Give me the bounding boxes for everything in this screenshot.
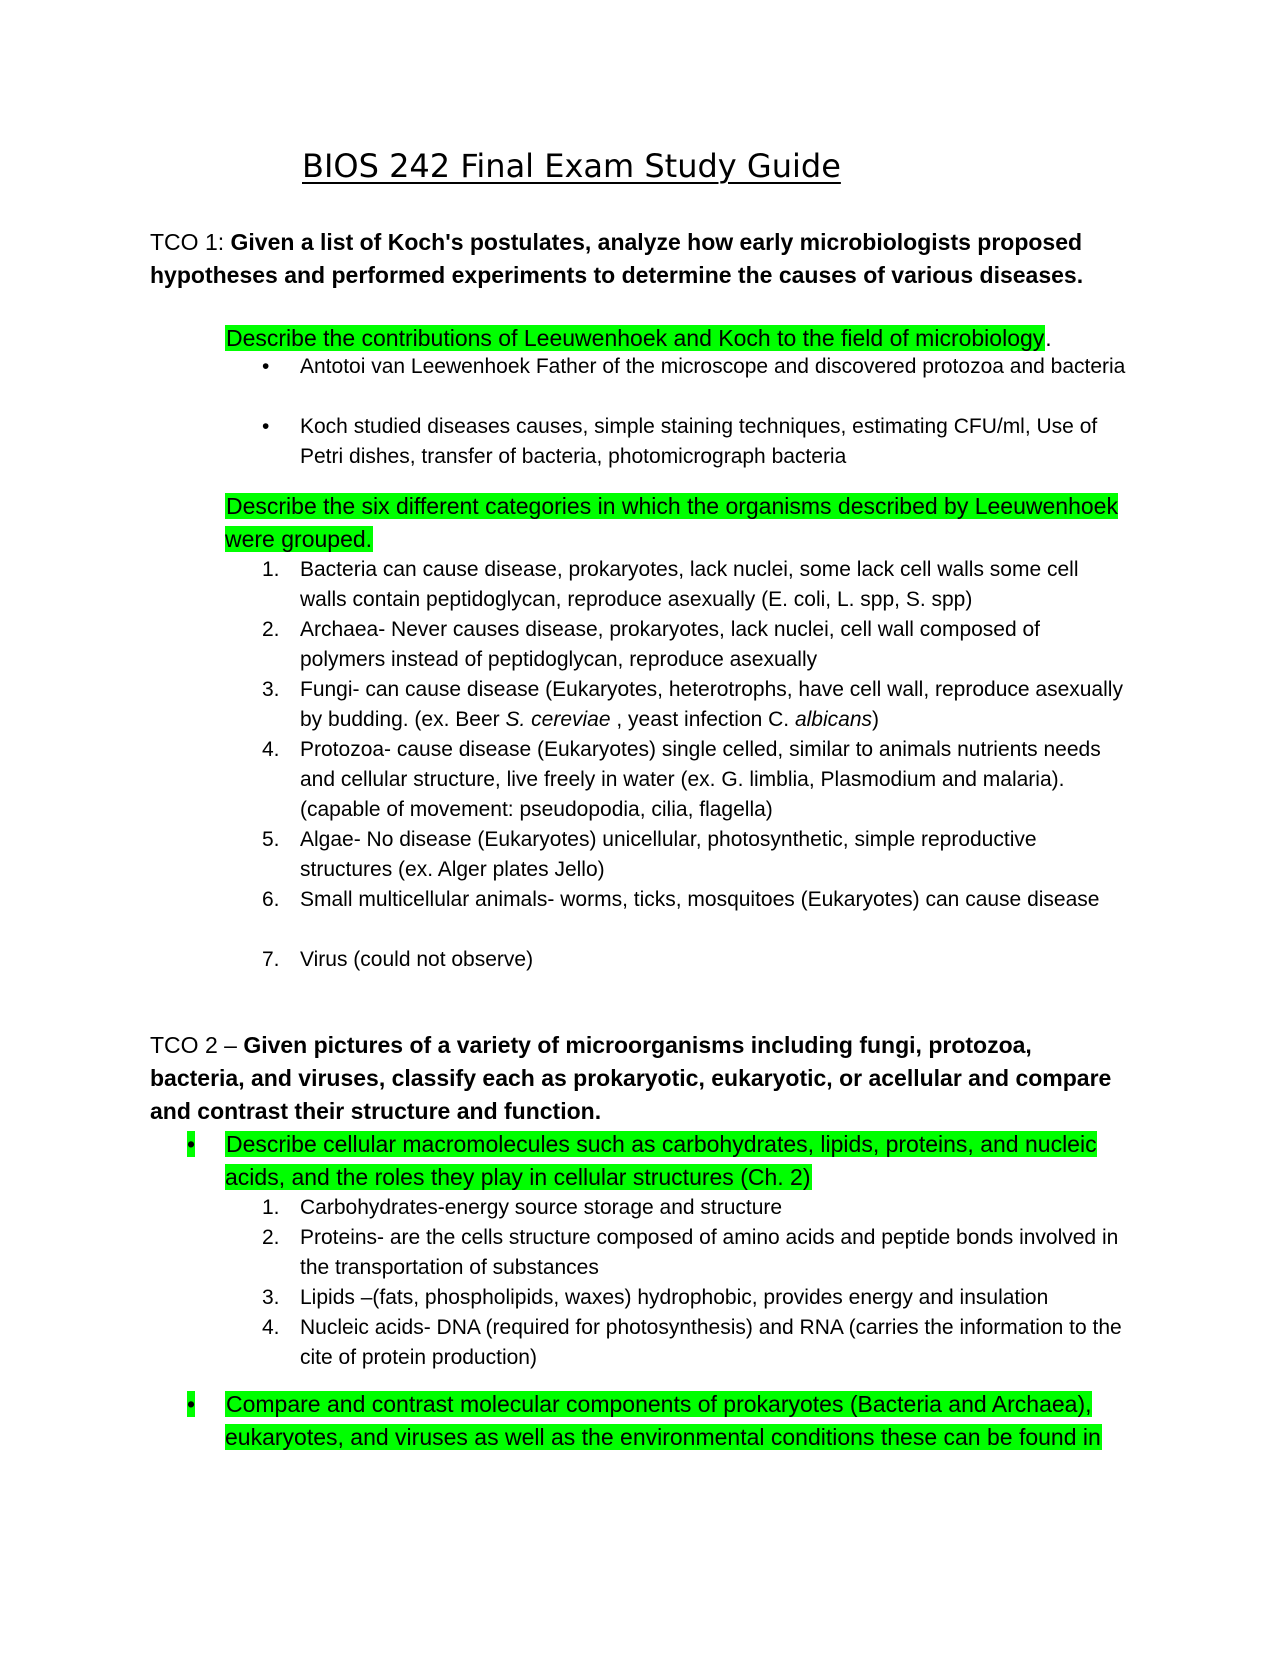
tco1-question-2-text: Describe the six different categories in which the organisms described by Leeuwenhoek were grouped.	[225, 493, 1118, 552]
tco1-question-1	[225, 322, 1125, 355]
tco1-text: Given a list of Koch's postulates, analyze how early microbiologists proposed hypotheses and performed experiments to determine the causes of various diseases.	[150, 229, 1084, 288]
fungi-text: Fungi- can cause disease (Eukaryotes, heterotrophs, have cell wall, reproduce asexually by budding. (ex. Beer	[300, 678, 1123, 731]
number-marker: 5.	[262, 828, 280, 851]
list-item: Small multicellular animals- worms, ticks, mosquitoes (Eukaryotes) can cause disease	[300, 888, 1100, 911]
list-item: Proteins- are the cells structure composed of amino acids and peptide bonds involved in the transportation of substances	[300, 1226, 1119, 1279]
tco2-question-1	[225, 1128, 1125, 1194]
list-item: Bacteria can cause disease, prokaryotes, lack nuclei, some lack cell walls some cell walls contain peptidoglycan, reproduce asexually (E. coli, L. spp, S. spp)	[300, 558, 1079, 611]
document-title: BIOS 242 Final Exam Study Guide	[302, 147, 841, 185]
list-item: Protozoa- cause disease (Eukaryotes) single celled, similar to animals nutrients needs and cellular structure, live freely in water (ex. G. limblia, Plasmodium and malaria). (capable of movement: pseudopodia, cilia, flagella)	[300, 738, 1101, 821]
fungi-italic-2: albicans	[794, 708, 873, 731]
tco2-heading	[150, 1029, 1130, 1128]
list-item	[300, 675, 1130, 735]
tco1-question-2	[225, 490, 1125, 556]
list-item: Virus (could not observe)	[300, 948, 534, 971]
tco1-question-1-tail: .	[1045, 325, 1052, 351]
bullet-marker: •	[262, 355, 270, 378]
number-marker: 2.	[262, 618, 280, 641]
number-marker: 7.	[262, 948, 280, 971]
list-item: Nucleic acids- DNA (required for photosynthesis) and RNA (carries the information to the cite of protein production)	[300, 1316, 1122, 1369]
list-item: Carbohydrates-energy source storage and structure	[300, 1196, 783, 1219]
number-marker: 1.	[262, 1196, 280, 1219]
bullet-marker: •	[187, 1391, 196, 1417]
tco2-question-2-text: Compare and contrast molecular components of prokaryotes (Bacteria and Archaea), eukaryotes, and viruses as well as the environmental conditions these can be found in	[225, 1391, 1101, 1450]
number-marker: 3.	[262, 1286, 280, 1309]
bullet-marker: •	[187, 1131, 196, 1157]
number-marker: 4.	[262, 738, 280, 761]
list-item: Archaea- Never causes disease, prokaryotes, lack nuclei, cell wall composed of polymers instead of peptidoglycan, reproduce asexually	[300, 618, 1041, 671]
list-item: Lipids –(fats, phospholipids, waxes) hydrophobic, provides energy and insulation	[300, 1286, 1049, 1309]
tco2-label: TCO 2 –	[150, 1032, 244, 1058]
fungi-mid: , yeast infection C.	[610, 708, 795, 731]
tco1-question-1-text: Describe the contributions of Leeuwenhoek and Koch to the field of microbiology	[226, 325, 1045, 351]
list-item: Antotoi van Leewenhoek Father of the microscope and discovered protozoa and bacteria	[300, 355, 1126, 378]
number-marker: 4.	[262, 1316, 280, 1339]
number-marker: 3.	[262, 678, 280, 701]
number-marker: 6.	[262, 888, 280, 911]
list-item: Algae- No disease (Eukaryotes) unicellular, photosynthetic, simple reproductive structures (ex. Alger plates Jello)	[300, 828, 1037, 881]
tco1-label: TCO 1:	[150, 229, 231, 255]
tco1-heading	[150, 226, 1130, 292]
tco2-text: Given pictures of a variety of microorganisms including fungi, protozoa, bacteria, and viruses, classify each as prokaryotic, eukaryotic, or acellular and compare and contrast their structure and function.	[150, 1032, 1112, 1124]
number-marker: 1.	[262, 558, 280, 581]
tco2-question-1-text: Describe cellular macromolecules such as carbohydrates, lipids, proteins, and nucleic acids, and the roles they play in cellular structures (Ch. 2)	[225, 1131, 1097, 1190]
tco2-question-2	[225, 1388, 1125, 1454]
fungi-italic-1: S. cereviae	[505, 708, 611, 731]
number-marker: 2.	[262, 1226, 280, 1249]
list-item: Koch studied diseases causes, simple staining techniques, estimating CFU/ml, Use of Petri dishes, transfer of bacteria, photomicrograph bacteria	[300, 415, 1098, 468]
bullet-marker: •	[262, 415, 270, 438]
fungi-end: )	[872, 708, 880, 731]
